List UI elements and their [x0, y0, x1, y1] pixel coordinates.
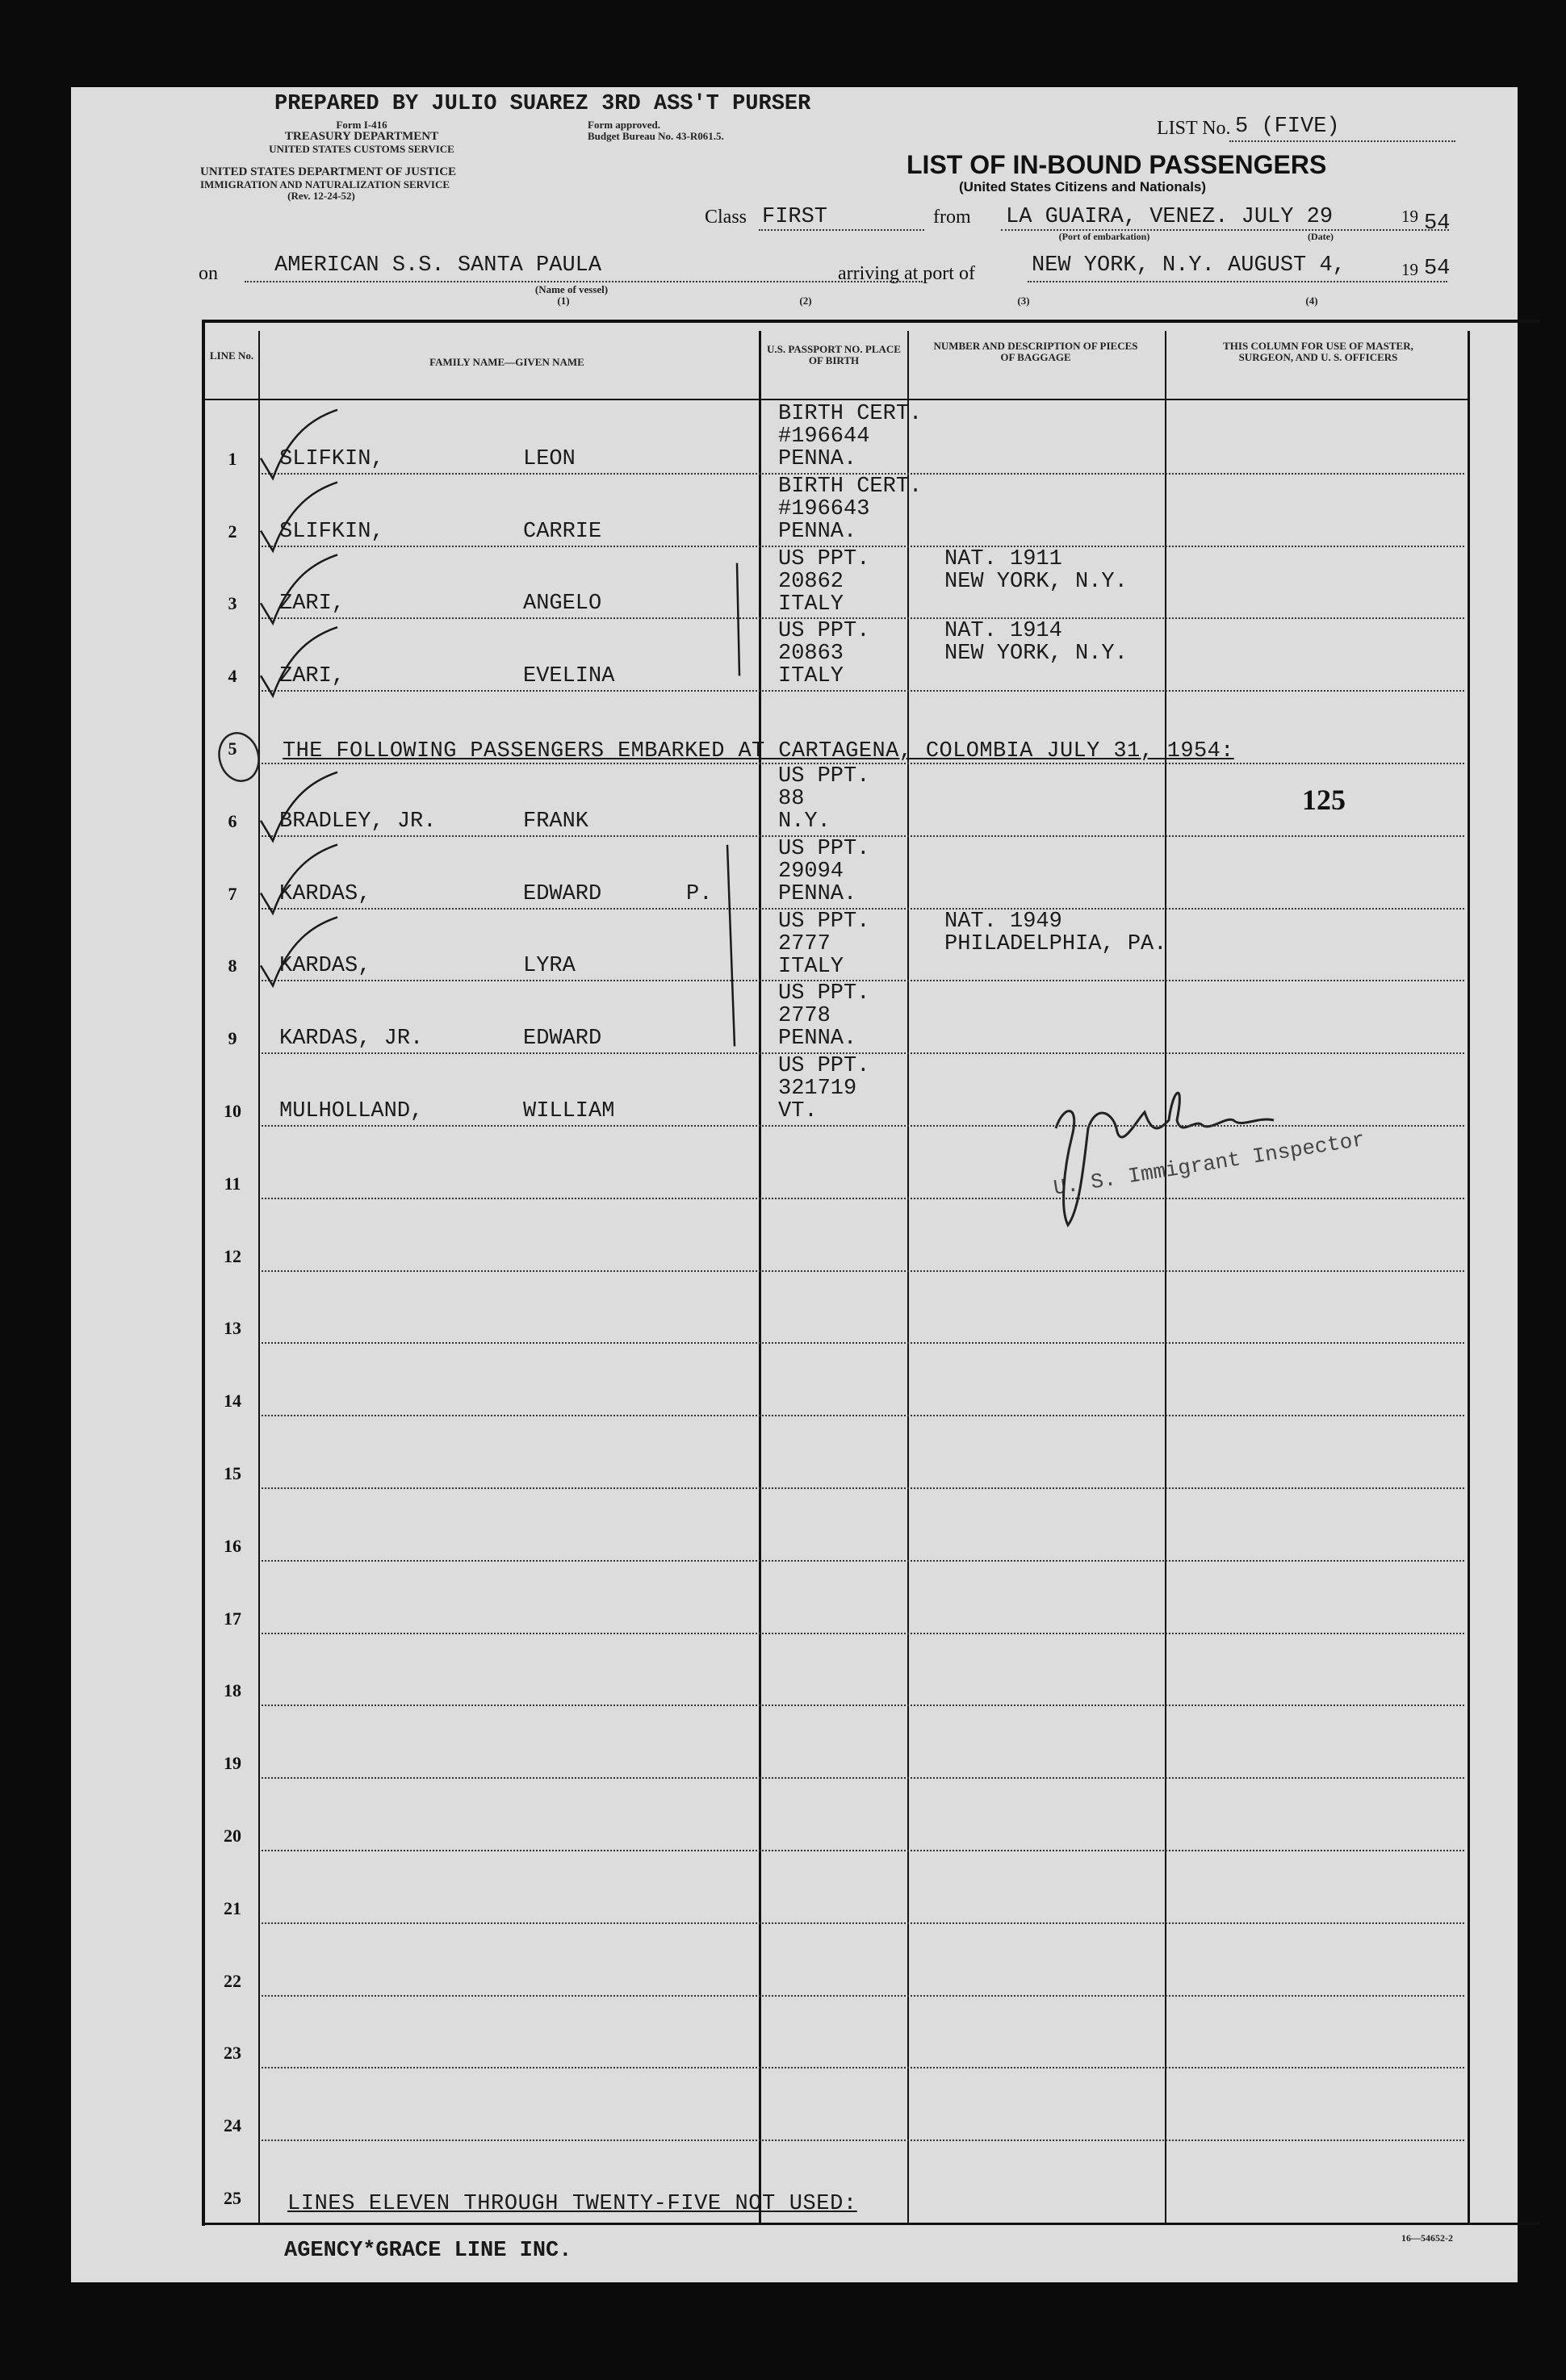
year-prefix: 19 — [1401, 207, 1418, 226]
line-number: 15 — [224, 1463, 241, 1483]
line5-note: THE FOLLOWING PASSENGERS EMBARKED AT CARTAGENA, COLOMBIA JULY 31, 1954: — [283, 739, 1234, 763]
family-name: SLIFKIN, — [279, 519, 384, 544]
inspector-stamp: U. S. Immigrant Inspector — [1052, 1127, 1367, 1201]
list-label: LIST No. — [1157, 118, 1231, 139]
passport-number: 2778 — [778, 1004, 831, 1029]
officer-number: 125 — [1302, 784, 1346, 816]
passport-type: US PPT. — [778, 546, 870, 571]
list-title: LIST OF IN-BOUND PASSENGERS — [907, 150, 1327, 179]
line-number: 20 — [224, 1826, 241, 1846]
place-of-birth: N.Y. — [778, 809, 831, 834]
passport-number: #196643 — [778, 496, 870, 521]
col-number: (1) — [557, 295, 570, 307]
family-name: KARDAS, — [279, 954, 371, 979]
line-number: 5 — [228, 738, 237, 759]
middle-initial: P. — [686, 881, 713, 906]
passport-number: 20863 — [778, 642, 844, 667]
family-name: MULHOLLAND, — [279, 1099, 424, 1123]
line-number: 25 — [224, 2188, 241, 2208]
budget-bureau: Budget Bureau No. 43-R061.5. — [588, 130, 724, 142]
baggage-column-header: NUMBER AND DESCRIPTION OF PIECES OF BAGGAGE — [933, 340, 1138, 363]
line-number: 19 — [224, 1753, 241, 1774]
given-name: EVELINA — [523, 664, 615, 689]
passport-type: BIRTH CERT. — [778, 474, 923, 499]
family-name: ZARI, — [279, 664, 345, 689]
family-name: ZARI, — [279, 592, 345, 617]
list-subtitle: (United States Citizens and Nationals) — [959, 179, 1207, 194]
line-number: 12 — [224, 1245, 241, 1266]
given-name: CARRIE — [523, 519, 602, 544]
family-name: KARDAS, JR. — [279, 1027, 424, 1052]
from-label: from — [933, 207, 971, 228]
prepared-by: PREPARED BY JULIO SUAREZ 3RD ASS'T PURSER — [274, 92, 811, 116]
arriving-label: arriving at port of — [838, 263, 975, 284]
customs-service: UNITED STATES CUSTOMS SERVICE — [269, 143, 454, 155]
passport-type: US PPT. — [778, 1054, 870, 1079]
line-number: 11 — [224, 1173, 241, 1194]
naturalization: NAT. 1911 — [944, 546, 1062, 571]
col-number: (2) — [799, 295, 812, 307]
line-number: 14 — [224, 1391, 241, 1412]
col-number: (3) — [1017, 295, 1030, 307]
pen-check-marks — [257, 378, 983, 1185]
passport-number: 20862 — [778, 569, 844, 594]
line-number: 21 — [224, 1897, 241, 1918]
year-prefix: 19 — [1401, 260, 1418, 279]
place-of-birth: ITALY — [778, 664, 844, 689]
given-name: FRANK — [523, 809, 589, 834]
given-name: WILLIAM — [523, 1099, 615, 1123]
line-number: 2 — [228, 521, 237, 542]
passport-number: 29094 — [778, 859, 844, 884]
line-number: 18 — [224, 1680, 241, 1701]
port-embark-caption: (Port of embarkation) — [1058, 231, 1150, 242]
passport-number: 88 — [778, 787, 805, 811]
manifest-page — [71, 87, 1518, 2282]
given-name: LEON — [523, 446, 576, 471]
line-number: 7 — [228, 883, 237, 904]
list-number: 5 (FIVE) — [1235, 115, 1340, 139]
line-number: 22 — [224, 1970, 241, 1991]
given-name: EDWARD — [523, 1027, 602, 1052]
naturalization-place: NEW YORK, N.Y. — [944, 569, 1128, 594]
line-number: 4 — [228, 666, 237, 687]
line-number: 13 — [224, 1318, 241, 1339]
print-code: 16—54652-2 — [1401, 2232, 1453, 2244]
justice-department: UNITED STATES DEPARTMENT OF JUSTICE — [200, 165, 457, 178]
ins-label: IMMIGRATION AND NATURALIZATION SERVICE — [200, 178, 450, 190]
passport-type: BIRTH CERT. — [778, 402, 923, 426]
place-of-birth: PENNA. — [778, 1027, 857, 1052]
class-label: Class — [705, 207, 747, 228]
line-number: 3 — [228, 593, 237, 614]
line-number: 24 — [224, 2115, 241, 2136]
departure-year: 54 — [1424, 211, 1451, 236]
vessel-caption: (Name of vessel) — [534, 283, 609, 295]
revision: (Rev. 12-24-52) — [287, 190, 355, 202]
passport-number: #196644 — [778, 425, 870, 449]
arrival-year: 54 — [1424, 257, 1451, 281]
place-of-birth: VT. — [778, 1099, 818, 1124]
passport-type: US PPT. — [778, 909, 870, 934]
passport-column-header: U.S. PASSPORT NO. PLACE OF BIRTH — [767, 343, 901, 366]
agency: AGENCY*GRACE LINE INC. — [284, 2239, 572, 2263]
naturalization-place: NEW YORK, N.Y. — [944, 642, 1128, 667]
place-of-birth: ITALY — [778, 592, 844, 617]
vessel-name: AMERICAN S.S. SANTA PAULA — [274, 253, 602, 278]
date-caption: (Date) — [1308, 231, 1334, 242]
naturalization: NAT. 1949 — [944, 909, 1062, 934]
line-number: 9 — [228, 1028, 237, 1049]
given-name: ANGELO — [523, 592, 602, 617]
arrival-value: NEW YORK, N.Y. AUGUST 4, — [1032, 253, 1346, 278]
passport-type: US PPT. — [778, 764, 870, 788]
place-of-birth: PENNA. — [778, 881, 857, 906]
name-column-header: FAMILY NAME—GIVEN NAME — [429, 356, 584, 368]
passport-type: US PPT. — [778, 836, 870, 861]
line25-note: LINES ELEVEN THROUGH TWENTY-FIVE NOT USED: — [287, 2192, 857, 2216]
passport-number: 321719 — [778, 1077, 857, 1102]
form-approved: Form approved. — [588, 119, 661, 131]
family-name: KARDAS, — [279, 881, 371, 906]
given-name: LYRA — [523, 954, 576, 979]
treasury-department: TREASURY DEPARTMENT — [284, 130, 439, 143]
class-value: FIRST — [762, 205, 828, 229]
officers-column-header: THIS COLUMN FOR USE OF MASTER, SURGEON, AND U. S. OFFICERS — [1223, 340, 1413, 363]
line-number: 8 — [228, 956, 237, 977]
form-number: Form I-416 — [336, 119, 387, 131]
line-number: 23 — [224, 2043, 241, 2064]
line-number: 10 — [224, 1101, 241, 1121]
on-label: on — [199, 263, 218, 284]
given-name: EDWARD — [523, 881, 602, 906]
inspector-signature — [1040, 1072, 1379, 1233]
passport-type: US PPT. — [778, 619, 870, 644]
family-name: SLIFKIN, — [279, 446, 384, 471]
naturalization: NAT. 1914 — [944, 619, 1062, 644]
from-value: LA GUAIRA, VENEZ. JULY 29 — [1006, 205, 1334, 229]
family-name: BRADLEY, JR. — [279, 809, 437, 834]
line-column-header: LINE No. — [209, 349, 254, 362]
line-number: 1 — [228, 448, 237, 469]
passport-type: US PPT. — [778, 981, 870, 1006]
naturalization-place: PHILADELPHIA, PA. — [944, 931, 1167, 956]
line-number: 16 — [224, 1535, 241, 1556]
col-number: (4) — [1305, 295, 1318, 307]
place-of-birth: ITALY — [778, 954, 844, 979]
place-of-birth: PENNA. — [778, 447, 857, 471]
line-number: 6 — [228, 810, 237, 831]
place-of-birth: PENNA. — [778, 519, 857, 544]
passport-number: 2777 — [778, 931, 831, 956]
line-number: 17 — [224, 1608, 241, 1629]
